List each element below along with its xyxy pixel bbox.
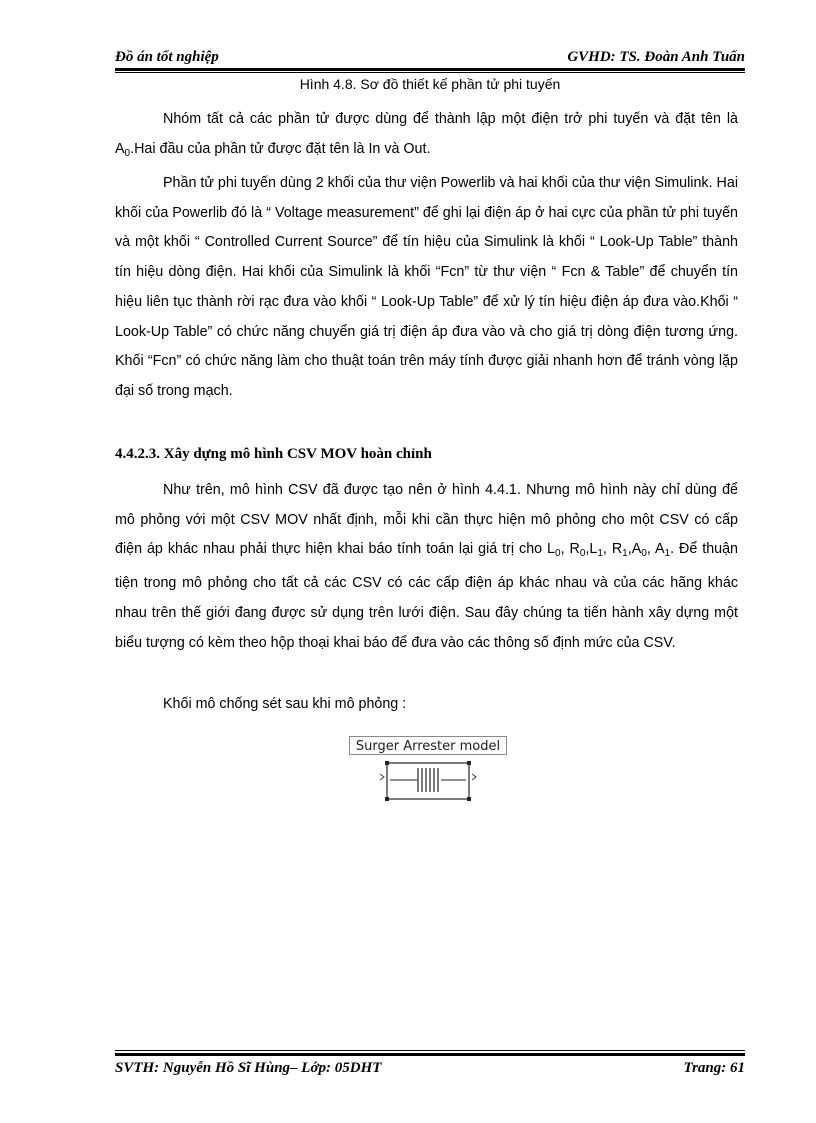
subscript: 1	[622, 548, 628, 560]
paragraph-1-subscript: 0	[124, 147, 131, 159]
footer-rule-thick	[115, 1053, 745, 1056]
header-rule-thin	[115, 72, 745, 73]
page-number: Trang: 61	[683, 1060, 745, 1076]
paragraph-3-text-b: , R	[560, 541, 580, 558]
subscript: 0	[641, 548, 647, 560]
header-rule-thick	[115, 68, 745, 71]
paragraph-3	[115, 476, 738, 658]
block-label: Surger Arrester model	[349, 736, 507, 755]
paragraph-3-text-c: ,L	[585, 541, 598, 558]
paragraph-2: Phần tử phi tuyến dùng 2 khối của thư viện Powerlib và hai khối của thư viện Simulink. Hai khối của Powerlib đó là “ Voltage measurement” để ghi lại điện áp ở hai cực của phần tử phi tuyến và một khối “ Controlled Current Source” để tín hiệu của Simulink là khối “ Look-Up Table” thành tín hiệu dòng điện. Hai khối của Simulink là khối “Fcn” từ thư viện “ Fcn & Table” để chuyển tín hiệu liên tục thành rời rạc đưa vào khối “ Look-Up Table” để xử lý tín hiệu điện áp đưa vào.Khối “ Look-Up Table” có chức năng chuyển giá trị điện áp đưa vào và cho giá trị dòng điện tương ứng. Khối “Fcn” có chức năng làm cho thuật toán trên máy tính được giải nhanh hơn để tránh vòng lặp đại số trong mạch.	[115, 175, 738, 399]
page-header	[115, 46, 745, 70]
page-footer	[115, 1060, 745, 1080]
paragraph-3-text-f: , A	[646, 541, 665, 558]
paragraph-3-text-e: ,A	[627, 541, 642, 558]
subscript: 1	[597, 548, 603, 560]
header-title: Đồ án tốt nghiệp	[115, 49, 219, 65]
footer-rule-thin	[115, 1050, 745, 1051]
paragraph-4: Khối mô chống sét sau khi mô phỏng :	[163, 696, 407, 712]
subscript: 0	[555, 548, 561, 560]
paragraph-1-text-a: Nhóm tất cả các phần tử được dùng để thành lập một điện trở phi tuyến và đặt tên là A	[115, 111, 738, 157]
paragraph-3-text-a: Như trên, mô hình CSV đã được tạo nên ở hình 4.4.1. Nhưng mô hình này chỉ dùng để mô phỏng với một CSV MOV nhất định, mỗi khi cần thực hiện mô phỏng cho một CSV có cấp điện áp khác nhau phải thực hiện khai báo tính toán lại giá trị cho L	[115, 482, 738, 558]
footer-student: SVTH: Nguyễn Hồ Sĩ Hùng– Lớp: 05DHT	[115, 1060, 382, 1076]
subscript: 1	[664, 548, 671, 560]
paragraph-1	[115, 105, 738, 168]
paragraph-1-text-b: .Hai đầu của phần tử được đặt tên là In và Out.	[130, 140, 431, 157]
paragraph-3-text-d: , R	[602, 541, 623, 558]
subscript: 0	[579, 548, 586, 560]
paragraph-3-text-g: . Để thuận tiện trong mô phỏng cho tất cả các CSV có các cấp điện áp khác nhau và của các hãng khác nhau trên thế giới đang được sử dụng trên lưới điện. Sau đây chúng ta tiến hành xây dựng một biểu tượng có kèm theo hộp thoại khai báo để đưa vào các thông số định mức của CSV.	[115, 541, 738, 651]
header-advisor: GVHD: TS. Đoàn Anh Tuấn	[567, 49, 745, 65]
section-heading: 4.4.2.3. Xây dựng mô hình CSV MOV hoàn chỉnh	[115, 446, 432, 462]
surge-arrester-block-icon	[376, 760, 480, 804]
figure-caption: Hình 4.8. Sơ đồ thiết kế phần tử phi tuyến	[299, 76, 561, 92]
